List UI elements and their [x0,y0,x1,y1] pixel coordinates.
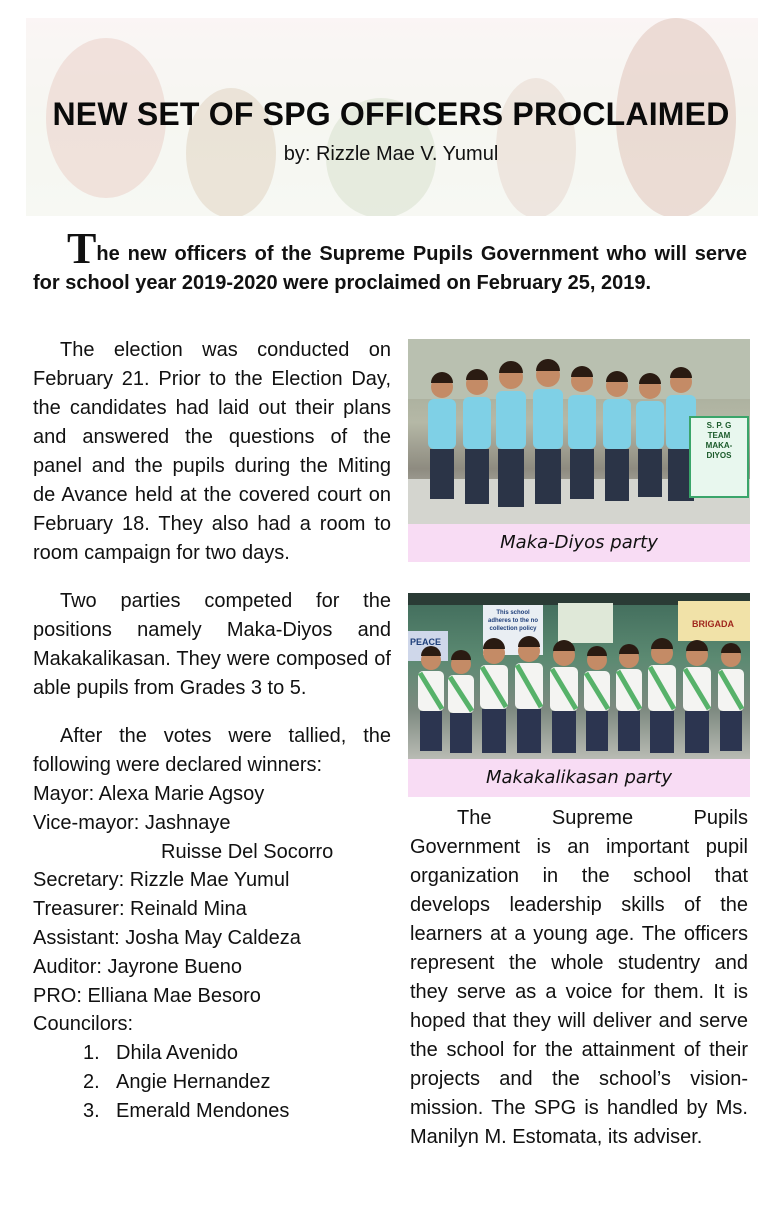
paragraph-election: The election was conducted on February 21. Prior to the Election Day, the candidates had laid out their plans and answered the questions of the panel and the pupils during the Miting de Avance held at the covered court on February 18. They also had a room to room campaign for two days. [33,339,391,564]
councilors-label: Councilors: [33,1013,134,1036]
lead-text: he new officers of the Supreme Pupils Government who will serve for school year 2019-2020 were proclaimed on February 25, 2019. [33,243,747,294]
drop-cap: T [67,224,97,273]
headline: NEW SET OF SPG OFFICERS PROCLAIMED [52,96,730,132]
left-column [33,336,391,1126]
councilor-number: 3. [83,1099,100,1122]
paragraph-winners-intro: After the votes were tallied, the following were declared winners: [33,725,391,776]
winner-mayor: Mayor: Alexa Marie Agsoy [33,783,265,805]
winners-list [33,780,391,1039]
caption-makakalikasan: Makakalikasan party [408,759,750,797]
poster-team-maka-diyos [692,421,746,461]
caption-maka-diyos: Maka-Diyos party [408,524,750,562]
photo-makakalikasan [408,593,750,759]
poster-line: S. P. G [706,421,732,430]
winner-vice-mayor-cont: Ruisse Del Socorro [161,840,334,863]
winner-vice-mayor: Vice-mayor: Jashnaye [33,811,231,834]
winner-pro: PRO: Elliana Mae Besoro [33,984,261,1007]
councilor-item [33,1068,391,1097]
councilor-name: Dhila Avenido [116,1042,238,1065]
councilor-item [33,1097,391,1126]
poster-line: MAKA- [705,441,733,450]
poster-line: TEAM [707,431,731,440]
winner-treasurer: Treasurer: Reinald Mina [33,898,247,921]
councilor-item [33,1039,391,1068]
peace-poster: PEACE [410,637,442,647]
winner-secretary: Secretary: Rizzle Mae Yumul [33,869,290,892]
winner-auditor: Auditor: Jayrone Bueno [33,955,243,978]
councilor-name: Emerald Mendones [116,1099,290,1122]
group-photo-illustration [408,593,750,759]
councilor-number: 1. [83,1042,100,1065]
paragraph-parties: Two parties competed for the positions namely Maka-Diyos and Makakalikasan. They were composed of able pupils from Grades 3 to 5. [33,590,391,699]
councilors-list [33,1039,391,1125]
lead-paragraph [33,224,747,298]
paragraph-spg-description: The Supreme Pupils Government is an important pupil organization in the school that develops leadership skills of the learners at a young age. The officers represent the whole studentry and they serve as a voice for them. It is hoped that they will deliver and serve the school for the attainment of their projects and the school’s vision-mission. The SPG is handled by Ms. Manilyn M. Estomata, its adviser. [410,807,748,1148]
councilor-number: 2. [83,1070,100,1093]
byline: by: Rizzle Mae V. Yumul [283,143,499,165]
poster-line: DIYOS [706,451,732,460]
school-sign: This school adheres to the no collection policy [487,610,538,632]
winner-assistant: Assistant: Josha May Caldeza [33,926,301,949]
photo-maka-diyos [408,339,750,524]
brigada-banner: BRIGADA [692,619,734,629]
councilor-name: Angie Hernandez [116,1070,271,1093]
